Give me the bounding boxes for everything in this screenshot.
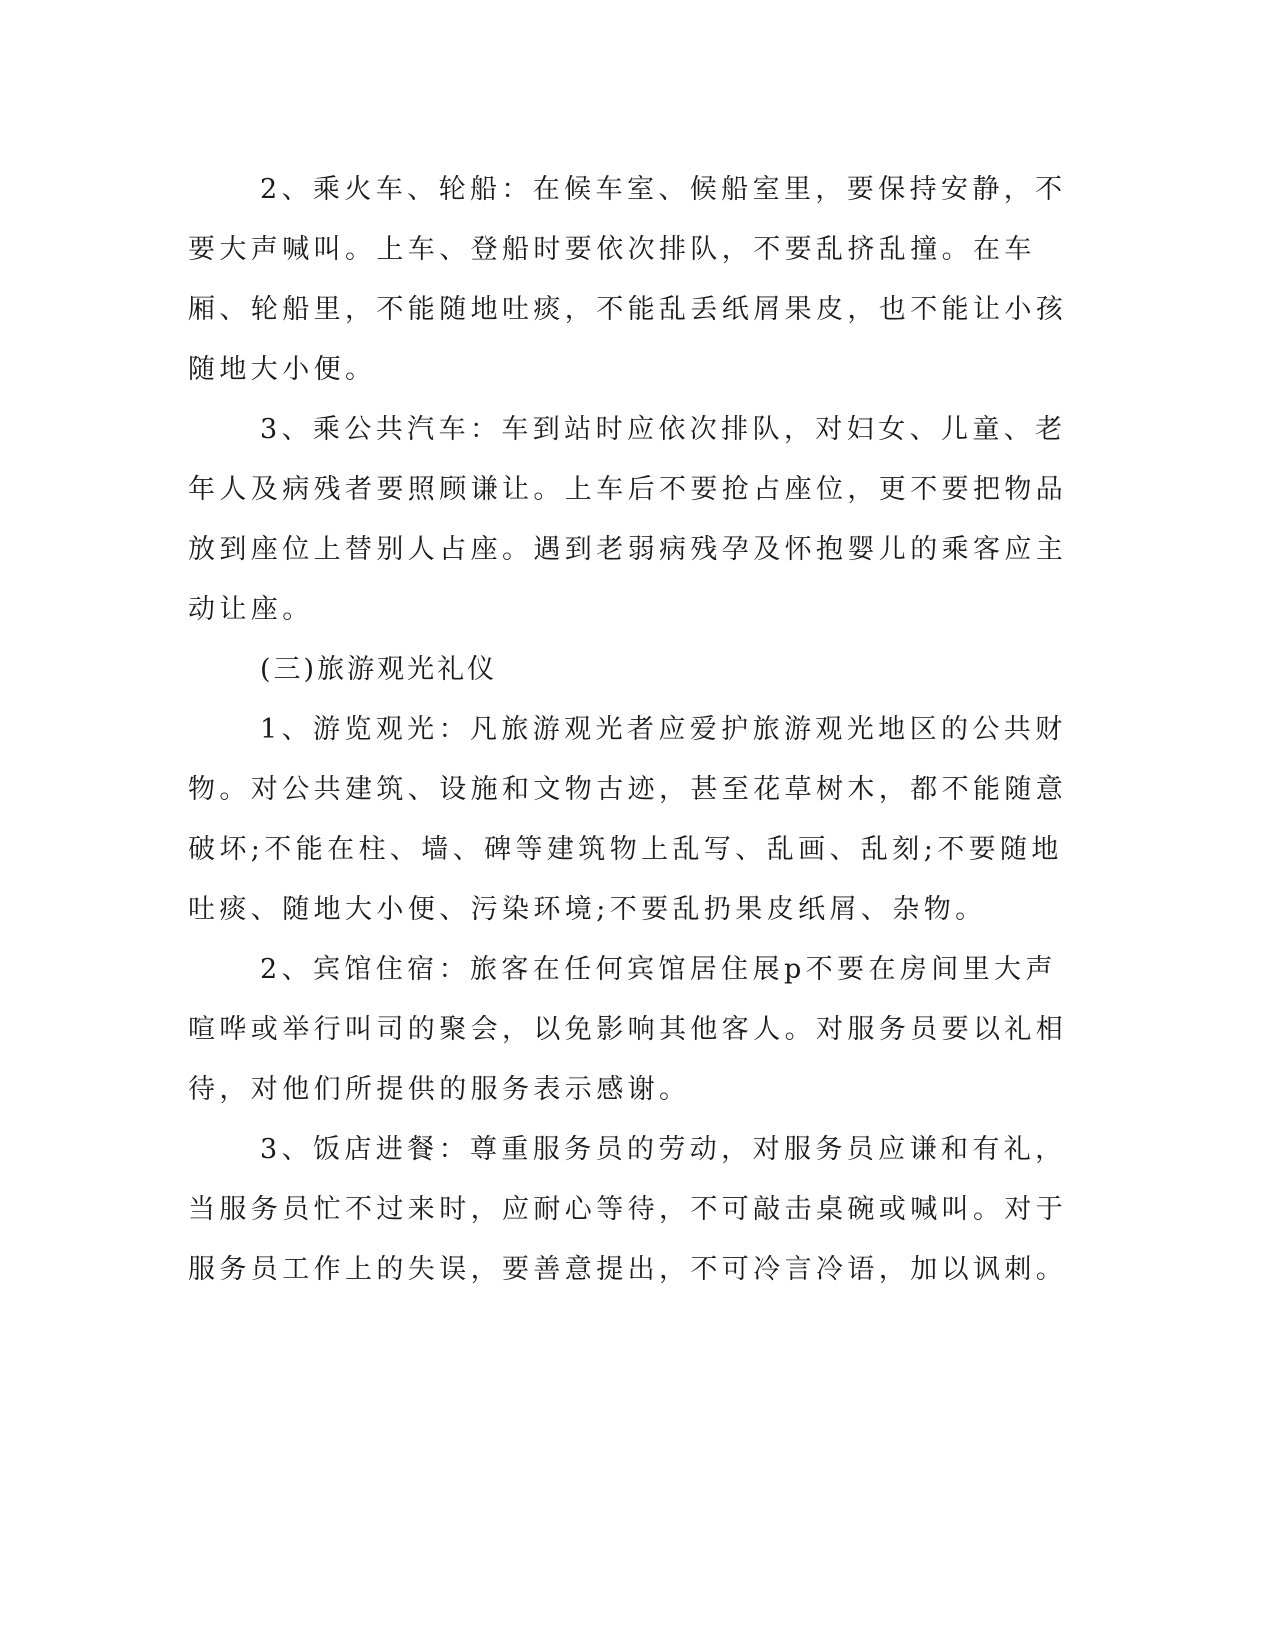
paragraph-bus: 3、乘公共汽车：车到站时应依次排队，对妇女、儿童、老年人及病残者要照顾谦让。上车后不要抢占座位，更不要把物品放到座位上替别人占座。遇到老弱病残孕及怀抱婴儿的乘客应主动让座。 [188,414,1068,625]
paragraph-restaurant: 3、饭店进餐：尊重服务员的劳动，对服务员应谦和有礼，当服务员忙不过来时，应耐心等待，不可敲击桌碗或喊叫。对于服务员工作上的失误，要善意提出，不可冷言冷语，加以讽刺。 [188,1134,1068,1285]
paragraph-sightseeing: 1、游览观光：凡旅游观光者应爱护旅游观光地区的公共财物。对公共建筑、设施和文物古迹，甚至花草树木，都不能随意破坏;不能在柱、墙、碑等建筑物上乱写、乱画、乱刻;不要随地吐痰、随地大小便、污染环境;不要乱扔果皮纸屑、杂物。 [188,714,1068,925]
document-body [188,160,1078,1300]
paragraph-train-ship: 2、乘火车、轮船：在候车室、候船室里，要保持安静，不要大声喊叫。上车、登船时要依次排队，不要乱挤乱撞。在车厢、轮船里，不能随地吐痰，不能乱丢纸屑果皮，也不能让小孩随地大小便。 [188,174,1068,385]
paragraph-hotel: 2、宾馆住宿：旅客在任何宾馆居住展p不要在房间里大声喧哗或举行叫司的聚会，以免影响其他客人。对服务员要以礼相待，对他们所提供的服务表示感谢。 [188,954,1068,1105]
section-heading-travel: (三)旅游观光礼仪 [260,654,498,685]
